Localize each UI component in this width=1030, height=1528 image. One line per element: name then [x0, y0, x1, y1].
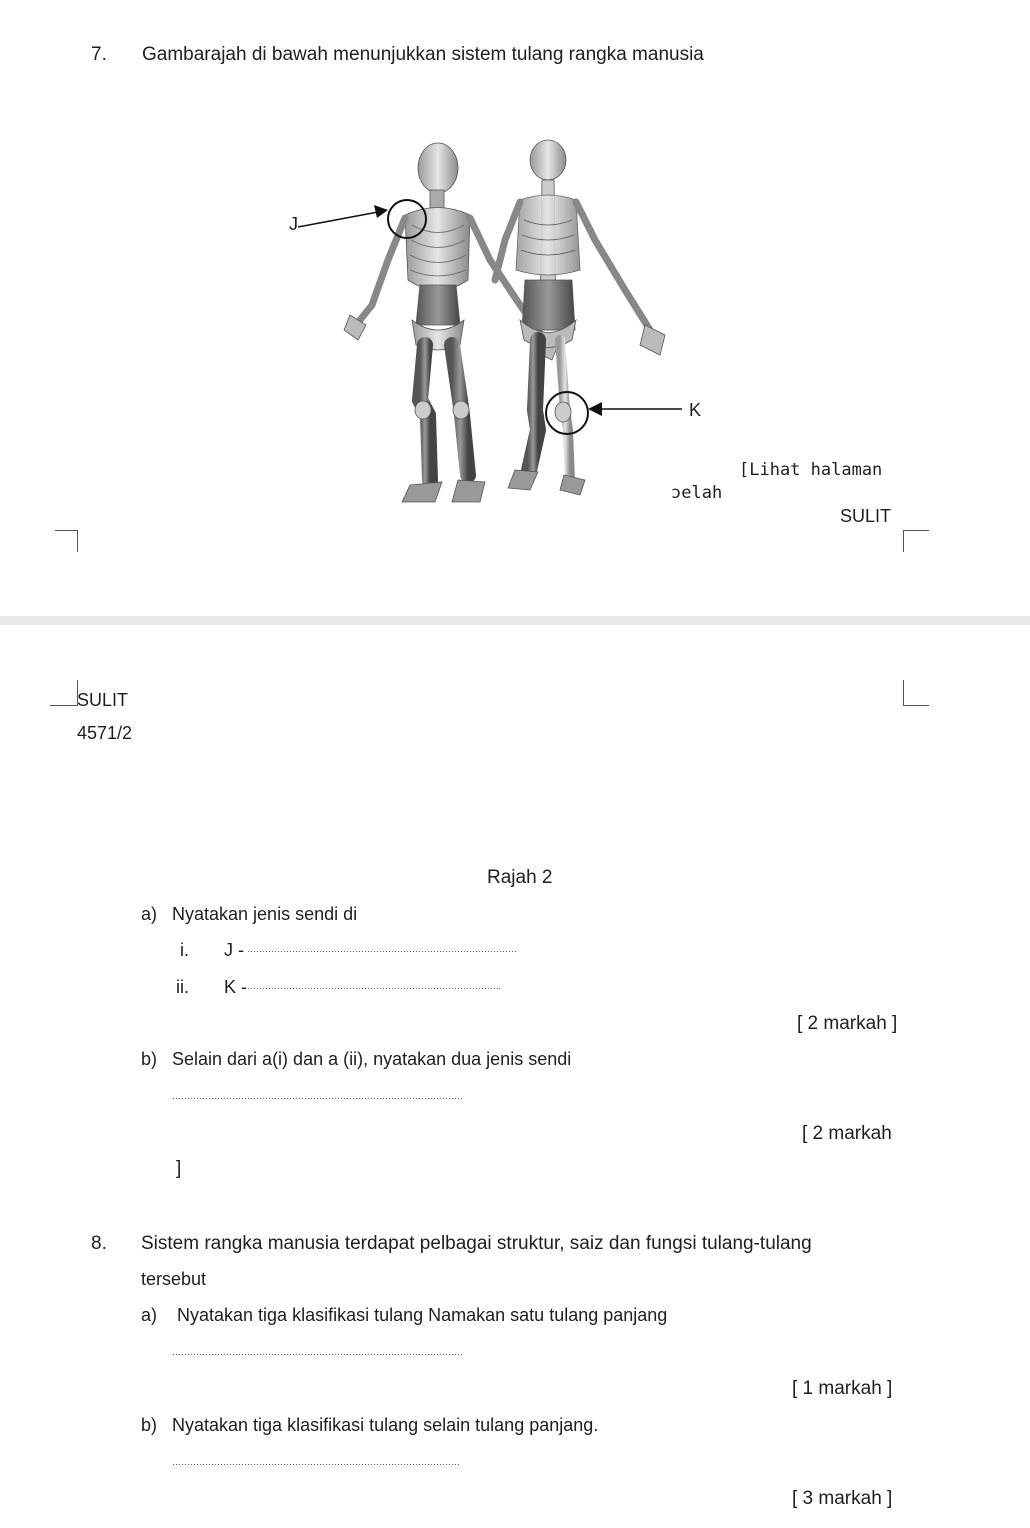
q7a-item-ii-number: ii.: [176, 977, 189, 997]
answer-line-q8b[interactable]: ……………………………………………………………………………………: [172, 1457, 460, 1467]
q7a-text: Nyatakan jenis sendi di: [172, 904, 358, 924]
crop-mark: [903, 530, 904, 552]
label-j: J: [289, 214, 298, 234]
q8a-prefix: a): [141, 1305, 158, 1325]
back-skeleton: [495, 140, 665, 495]
footer-lihat-halaman: [Lihat halaman: [739, 460, 883, 480]
q7a-marks: [ 2 markah ]: [797, 1013, 898, 1034]
q8b-marks: [ 3 markah ]: [792, 1488, 893, 1509]
label-k: K: [689, 400, 702, 420]
crop-mark: [50, 705, 78, 706]
q8b-prefix: b): [141, 1415, 158, 1435]
figure-caption: Rajah 2: [487, 867, 553, 888]
header-sulit: SULIT: [77, 690, 129, 710]
q8a-text: Nyatakan tiga klasifikasi tulang Namakan satu tulang panjang: [177, 1305, 668, 1325]
answer-line-j[interactable]: ………………………………………………………………………………: [247, 944, 517, 954]
question-7-text: Gambarajah di bawah menunjukkan sistem tulang rangka manusia: [142, 44, 704, 65]
q7a-prefix: a): [141, 904, 158, 924]
crop-mark: [903, 680, 904, 706]
footer-belakang: ɔelah: [671, 483, 723, 503]
question-7-number: 7.: [91, 44, 107, 65]
q7a-item-ii-label: K -: [224, 977, 248, 997]
answer-line-k[interactable]: …………………………………………………………………………..: [244, 981, 502, 991]
q7a-item-i-number: i.: [180, 940, 189, 960]
q7b-marks-line2: ]: [176, 1158, 182, 1179]
q7a-item-i-label: J -: [224, 940, 244, 960]
crop-mark: [903, 530, 929, 531]
answer-line-q7b[interactable]: …………………………………………………………………………………….: [172, 1091, 463, 1101]
question-8-text-line1: Sistem rangka manusia terdapat pelbagai struktur, saiz dan fungsi tulang-tulang: [141, 1233, 812, 1254]
q8b-text: Nyatakan tiga klasifikasi tulang selain tulang panjang.: [172, 1415, 599, 1435]
skeleton-illustration: [280, 130, 700, 530]
answer-line-q8a[interactable]: …………………………………………………………………………………….: [172, 1347, 463, 1357]
question-8-text-line2: tersebut: [141, 1269, 207, 1289]
skeleton-figure: [280, 130, 700, 530]
header-code: 4571/2: [77, 723, 133, 743]
question-8-number: 8.: [91, 1233, 107, 1254]
crop-mark: [77, 530, 78, 552]
q7b-prefix: b): [141, 1049, 158, 1069]
crop-mark: [55, 530, 77, 531]
page-separator: [0, 616, 1030, 625]
crop-mark: [903, 705, 929, 706]
q7b-marks-line1: [ 2 markah: [802, 1123, 892, 1144]
q8a-marks: [ 1 markah ]: [792, 1378, 893, 1399]
footer-sulit: SULIT: [840, 506, 892, 526]
q7b-text: Selain dari a(i) dan a (ii), nyatakan dua jenis sendi: [172, 1049, 572, 1069]
